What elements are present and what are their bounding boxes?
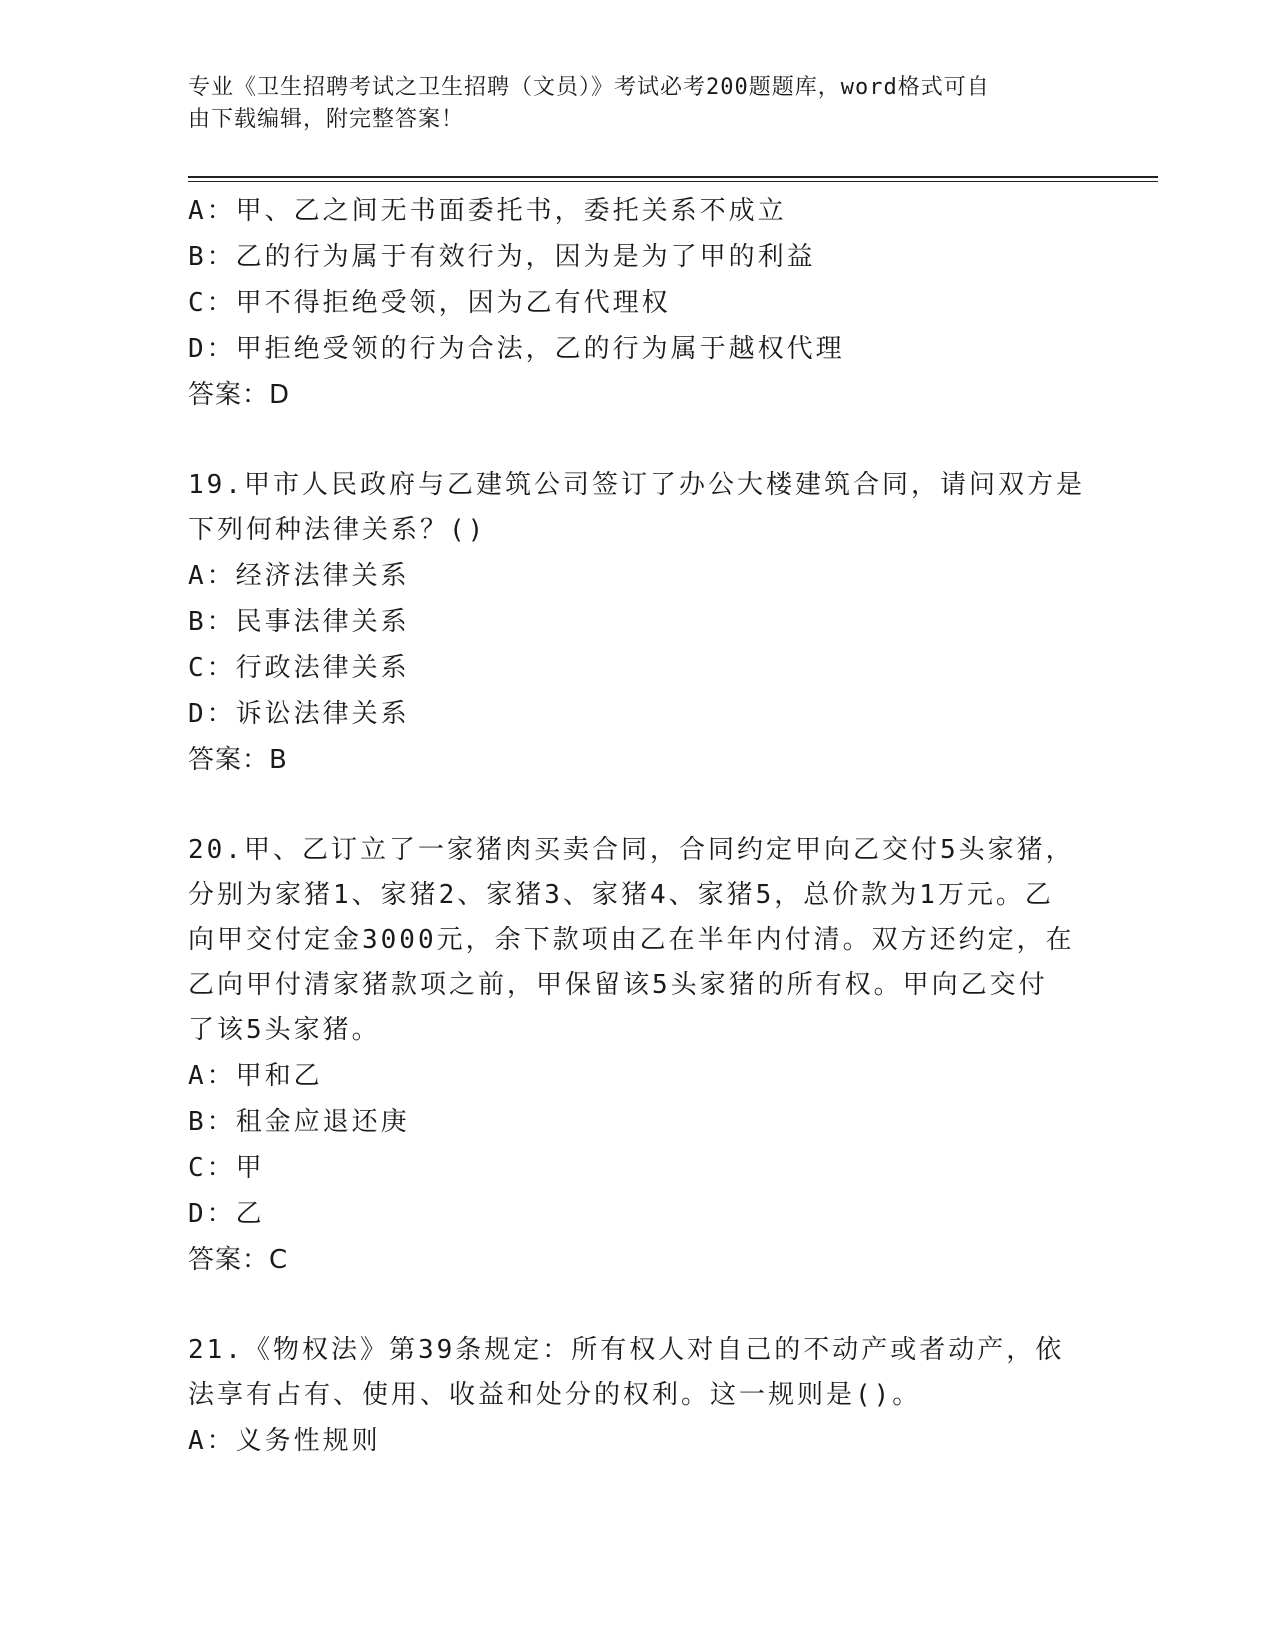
answer-label: 答案：D: [188, 380, 291, 410]
question-block-18: [188, 188, 1088, 418]
option-d: D：甲拒绝受领的行为合法，乙的行为属于越权代理: [188, 334, 845, 364]
option-a: A：经济法律关系: [188, 561, 410, 591]
answer-label: 答案：C: [188, 1245, 289, 1275]
option-a: A：甲、乙之间无书面委托书，委托关系不成立: [188, 196, 787, 226]
header-line-1: 专业《卫生招聘考试之卫生招聘（文员）》考试必考200题题库，word格式可自: [188, 75, 990, 100]
block-gap: [188, 783, 1088, 828]
option-b: B：民事法律关系: [188, 607, 410, 637]
question-text-line: 下列何种法律关系？(): [188, 515, 487, 545]
question-content: [188, 188, 1088, 1464]
option-a: A：甲和乙: [188, 1061, 323, 1091]
option-d: D：乙: [188, 1199, 265, 1229]
question-text-line: 19.甲市人民政府与乙建筑公司签订了办公大楼建筑合同，请问双方是: [188, 470, 1085, 500]
question-text-line: 了该5头家猪。: [188, 1015, 381, 1045]
option-c: C：甲不得拒绝受领，因为乙有代理权: [188, 288, 671, 318]
block-gap: [188, 1283, 1088, 1328]
question-block-21: [188, 1328, 1088, 1464]
option-b: B：乙的行为属于有效行为，因为是为了甲的利益: [188, 242, 816, 272]
option-c: C：甲: [188, 1153, 265, 1183]
question-text-line: 20.甲、乙订立了一家猪肉买卖合同，合同约定甲向乙交付5头家猪，: [188, 835, 1075, 865]
question-text-line: 向甲交付定金3000元，余下款项由乙在半年内付清。双方还约定，在: [188, 925, 1075, 955]
answer-label: 答案：B: [188, 745, 288, 775]
option-b: B：租金应退还庚: [188, 1107, 410, 1137]
question-text-line: 乙向甲付清家猪款项之前，甲保留该5头家猪的所有权。甲向乙交付: [188, 970, 1048, 1000]
header-rule-thin: [188, 181, 1158, 182]
header-line-2: 由下载编辑，附完整答案！: [188, 107, 465, 132]
question-block-19: [188, 463, 1088, 783]
document-header: [188, 72, 1088, 136]
option-d: D：诉讼法律关系: [188, 699, 410, 729]
question-text-line: 法享有占有、使用、收益和处分的权利。这一规则是()。: [188, 1380, 922, 1410]
option-c: C：行政法律关系: [188, 653, 410, 683]
option-a: A：义务性规则: [188, 1426, 381, 1456]
question-block-20: [188, 828, 1088, 1283]
block-gap: [188, 418, 1088, 463]
header-rule-thick: [188, 176, 1158, 178]
question-text-line: 分别为家猪1、家猪2、家猪3、家猪4、家猪5，总价款为1万元。乙: [188, 880, 1054, 910]
question-text-line: 21.《物权法》第39条规定：所有权人对自己的不动产或者动产，依: [188, 1335, 1065, 1365]
